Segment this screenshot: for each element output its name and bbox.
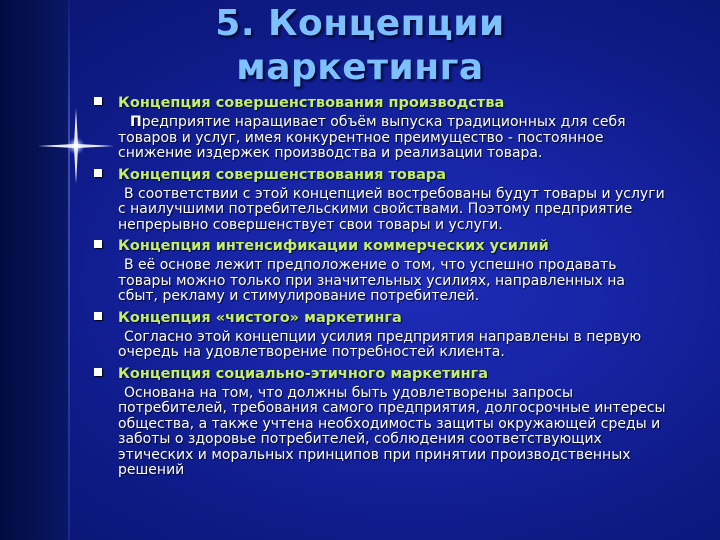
square-bullet-icon — [94, 97, 102, 105]
square-bullet-icon — [94, 169, 102, 177]
concept-description — [118, 258, 668, 305]
square-bullet-icon — [94, 312, 102, 320]
slide-title-line-2: маркетинга — [236, 47, 484, 88]
concept-description — [118, 187, 668, 234]
concept-heading: Концепция совершенствования производства — [118, 95, 505, 111]
concept-description — [118, 386, 668, 479]
concept-heading: Концепция интенсификации коммерческих усилий — [118, 238, 549, 254]
concept-heading: Концепция совершенствования товара — [118, 166, 447, 183]
list-item-pure-marketing — [94, 309, 668, 361]
list-item-product — [94, 166, 668, 234]
concept-description-text: В её основе лежит предположение о том, что успешно продавать товары можно только при значительных усилиях, направленных на сбыт, рекламу и стимулирование потребителей. — [118, 257, 626, 304]
square-bullet-icon — [94, 368, 102, 376]
concept-description-text: Согласно этой концепции усилия предприятия направлены в первую очередь на удовлетворение потребностей клиента. — [118, 328, 642, 360]
concept-heading: Концепция «чистого» маркетинга — [118, 309, 402, 326]
concept-description — [118, 115, 668, 162]
concept-description-text: редприятие наращивает объём выпуска традиционных для себя товаров и услуг, имея конкурентное преимущество - постоянное снижение издержек производства и реализации товара. — [118, 114, 626, 161]
list-item-production — [94, 94, 668, 162]
concept-description-text: В соответствии с этой концепцией востребованы будут товары и услуги с наилучшими потребительскими свойствами. Поэтому предприятие непрерывно совершенствует свои товары и услуги. — [118, 185, 665, 233]
list-item-social-ethical — [94, 365, 668, 479]
concept-description — [118, 330, 668, 361]
drop-letter: П — [130, 114, 142, 130]
list-item-selling — [94, 237, 668, 305]
square-bullet-icon — [94, 240, 102, 248]
concepts-list — [94, 94, 668, 483]
concept-heading: Концепция социально-этичного маркетинга — [118, 365, 489, 382]
concept-description-text: Основана на том, что должны быть удовлетворены запросы потребителей, требования самого предприятия, долгосрочные интересы общества, а также учтена необходимость защиты окружающей среды и заботы о здоровье потребителей, соблюдения соответствующих этических и моральных принципов при принятии производственных решений — [118, 384, 666, 478]
slide-title — [0, 0, 720, 90]
slide-title-line-1: 5. Концепции — [215, 3, 505, 44]
